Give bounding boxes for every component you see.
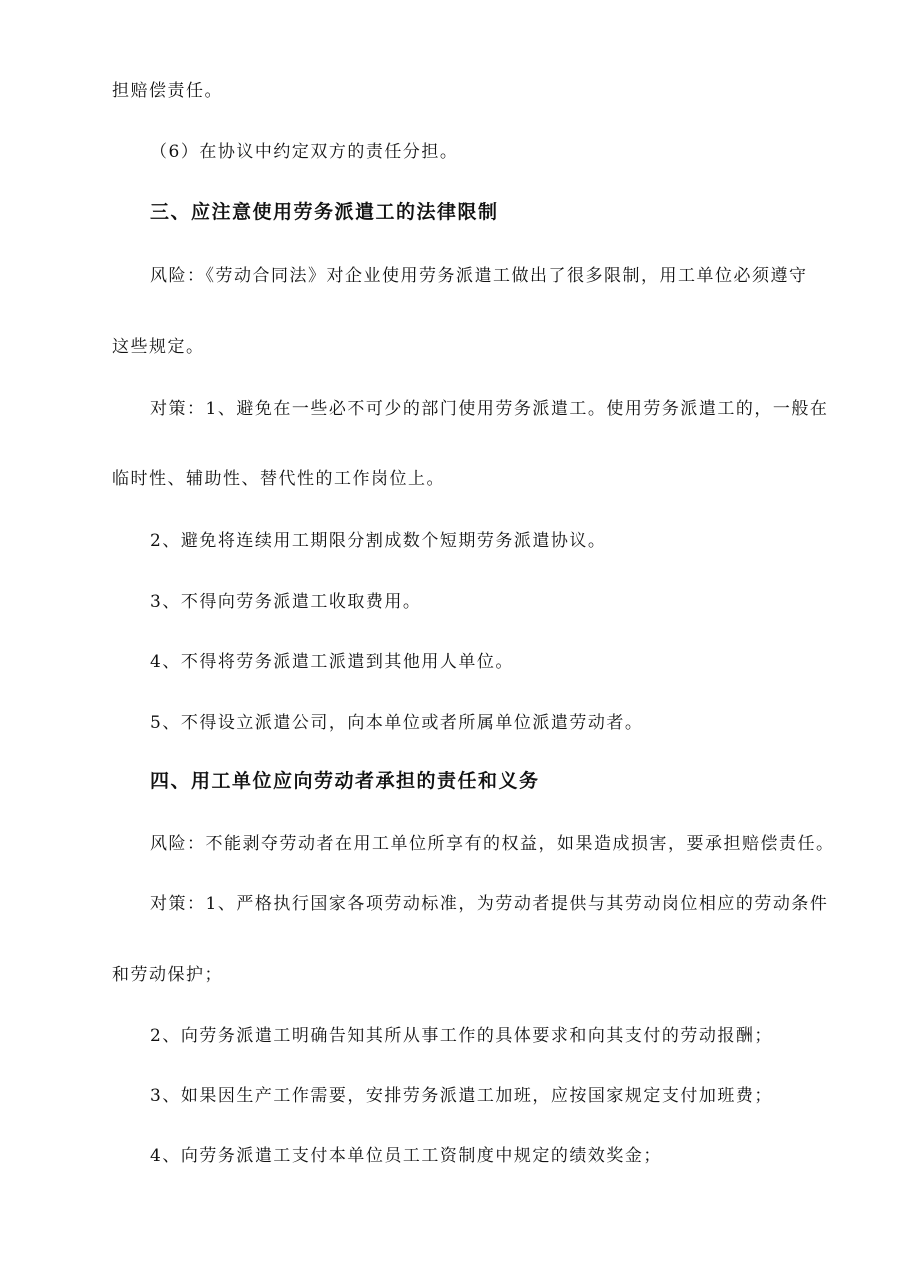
list-item: 2、向劳务派遣工明确告知其所从事工作的具体要求和向其支付的劳动报酬； [150,1026,773,1046]
list-item: 2、避免将连续用工期限分割成数个短期劳务派遣协议。 [150,531,607,551]
list-item: 5、不得设立派遣公司，向本单位或者所属单位派遣劳动者。 [150,713,644,733]
list-item: （6）在协议中约定双方的责任分担。 [150,142,459,162]
section-heading: 四、用工单位应向劳动者承担的责任和义务 [150,770,540,792]
paragraph-line: 对策：1、严格执行国家各项劳动标准，为劳动者提供与其劳动岗位相应的劳动条件 [150,894,829,914]
list-item: 3、如果因生产工作需要，安排劳务派遣工加班，应按国家规定支付加班费； [150,1086,773,1106]
paragraph-line: 风险：不能剥夺劳动者在用工单位所享有的权益，如果造成损害，要承担赔偿责任。 [150,834,835,854]
paragraph-line: 风险：《劳动合同法》对企业使用劳务派遣工做出了很多限制，用工单位必须遵守 [150,266,808,286]
paragraph-line: 和劳动保护； [112,965,223,985]
section-heading: 三、应注意使用劳务派遣工的法律限制 [150,201,499,223]
paragraph-line: 临时性、辅助性、替代性的工作岗位上。 [112,469,445,489]
list-item: 4、不得将劳务派遣工派遣到其他用人单位。 [150,652,514,672]
paragraph-continuation: 担赔偿责任。 [112,81,223,101]
paragraph-line: 对策：1、避免在一些必不可少的部门使用劳务派遣工。使用劳务派遣工的，一般在 [150,399,829,419]
paragraph-line: 这些规定。 [112,337,205,357]
list-item: 4、向劳务派遣工支付本单位员工工资制度中规定的绩效奖金； [150,1146,662,1166]
list-item: 3、不得向劳务派遣工收取费用。 [150,592,422,612]
